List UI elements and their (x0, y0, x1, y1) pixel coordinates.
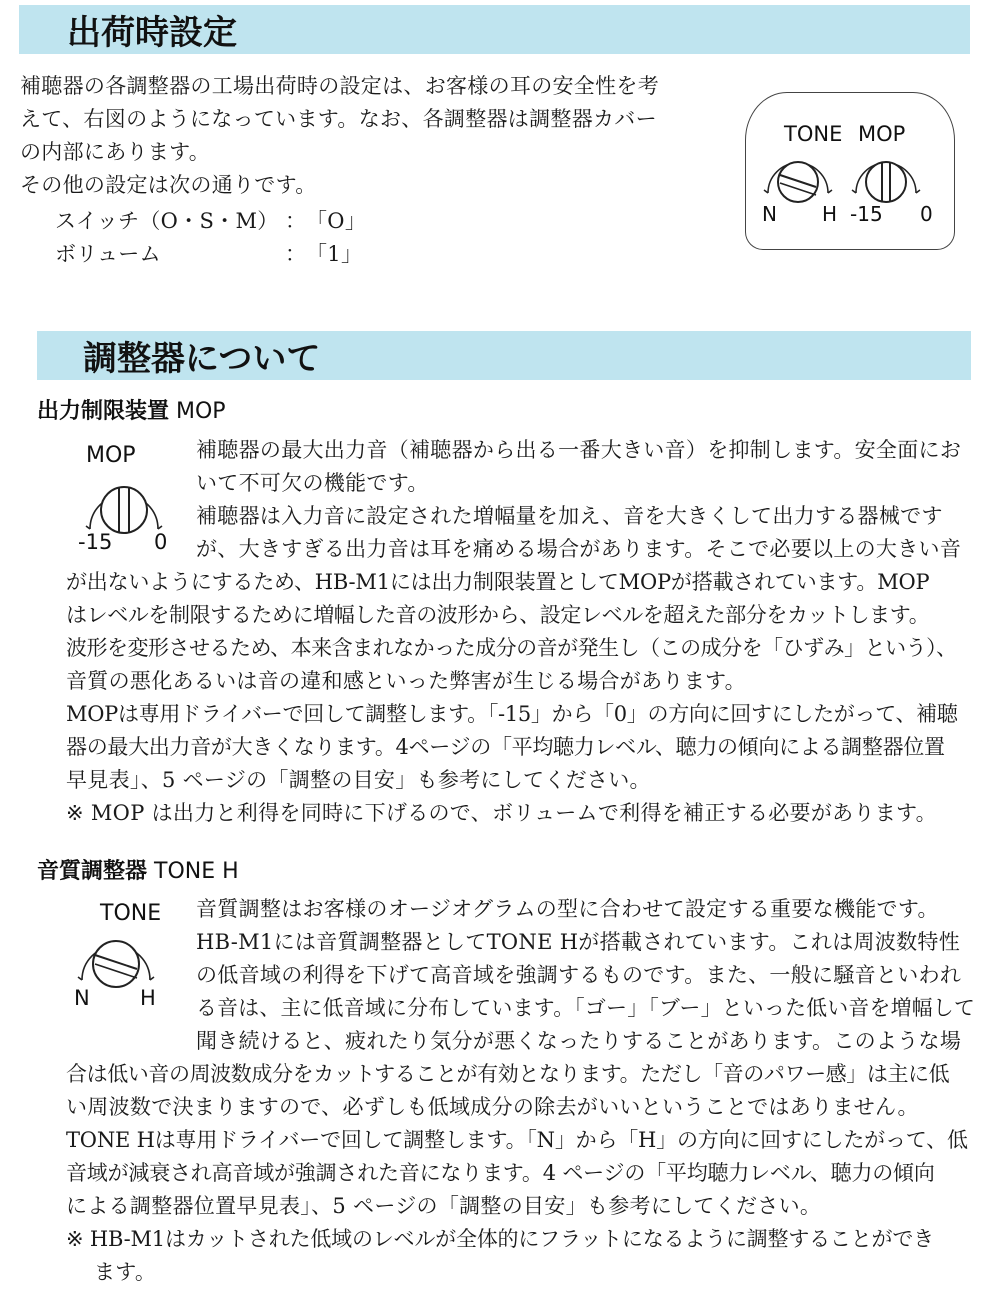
mop-knob-label: MOP (86, 443, 136, 468)
paragraph-line: 補聴器の各調整器の工場出荷時の設定は、お客様の耳の安全性を考 (20, 74, 659, 98)
mop-paragraph-line: MOPは専用ドライバーで回して調整します。「-15」から「0」の方向に回すにしたがって、補聴 (66, 702, 958, 726)
tone-paragraph-line: る音は、主に低音域に分布しています。「ゴー」「ブー」といった低い音を増幅して (196, 996, 976, 1020)
mop-paragraph-line: いて不可欠の機能です。 (196, 471, 429, 495)
tone-note: ※ HB-M1はカットされた低域のレベルが全体的にフラットになるように調整することができ (66, 1227, 934, 1251)
tone-paragraph-line: 合は低い音の周波数成分をカットすることが有効となります。ただし「音のパワー感」は主に低 (66, 1062, 950, 1086)
mop-paragraph-line: 音質の悪化あるいは音の違和感といった弊害が生じる場合があります。 (66, 669, 746, 693)
subheading-en: MOP (169, 399, 226, 424)
mop-knob-figure (72, 434, 184, 556)
tone-paragraph-line: 音質調整はお客様のオージオグラムの型に合わせて設定する重要な機能です。 (196, 897, 939, 921)
subheading-jp: 出力制限装置 (37, 399, 170, 424)
mop-note: ※ MOP は出力と利得を同時に下げるので、ボリュームで利得を補正する必要があります。 (66, 801, 937, 825)
paragraph-line: の内部にあります。 (20, 140, 211, 164)
subheading-en: TONE H (147, 859, 239, 884)
setting-separator: ： (285, 209, 307, 233)
figure-mop-label: MOP (858, 122, 906, 146)
mop-paragraph-line: が出ないようにするため、HB-M1には出力制限装置としてMOPが搭載されています。MOP (66, 570, 930, 594)
figure-tone-label: TONE (784, 122, 843, 146)
section-title: 出荷時設定 (67, 13, 237, 53)
mop-paragraph-line: はレベルを制限するために増幅した音の波形から、設定レベルを超えた部分をカットします。 (66, 603, 930, 627)
section-header-factory-settings (19, 5, 970, 54)
figure-tone-right: H (822, 202, 838, 226)
tone-knob-label: TONE (100, 901, 162, 926)
figure-tone-left: N (762, 202, 777, 226)
tone-paragraph-line: 聞き続けると、疲れたり気分が悪くなったりすることがあります。このような場 (196, 1029, 962, 1053)
paragraph-line: えて、右図のようになっています。なお、各調整器は調整器カバー (20, 107, 657, 131)
tone-knob-left: N (74, 986, 90, 1010)
tone-knob-icon (764, 162, 832, 202)
setting-label-switch: スイッチ（O・S・M） (55, 209, 279, 233)
tone-paragraph-line: い周波数で決まりますので、必ずしも低域成分の除去がいいということではありません。 (66, 1095, 919, 1119)
tone-paragraph-line: による調整器位置早見表」、5 ページの「調整の目安」も参考にしてください。 (66, 1194, 822, 1218)
section-title: 調整器について (83, 339, 321, 379)
mop-knob-icon (852, 162, 920, 202)
setting-separator: ： (285, 242, 307, 266)
subheading-mop (37, 397, 226, 427)
paragraph-line: その他の設定は次の通りです。 (20, 173, 317, 197)
tone-paragraph-line: TONE Hは専用ドライバーで回して調整します。「N」から「H」の方向に回すにしたがって、低 (66, 1128, 968, 1152)
mop-paragraph-line: 補聴器の最大出力音（補聴器から出る一番大きい音）を抑制します。安全面にお (196, 438, 962, 462)
setting-value-switch: 「O」 (306, 209, 367, 233)
subheading-tone (37, 857, 239, 887)
subheading-jp: 音質調整器 (37, 859, 148, 884)
mop-paragraph-line: 早見表」、5 ページの「調整の目安」も参考にしてください。 (66, 768, 651, 792)
tone-paragraph-line: の低音域の利得を下げて高音域を強調するものです。また、一般に騒音といわれ (196, 963, 962, 987)
tone-knob-right: H (140, 986, 156, 1010)
setting-value-volume: 「1」 (306, 242, 363, 266)
setting-label-volume: ボリューム (55, 242, 161, 266)
mop-paragraph-line: 器の最大出力音が大きくなります。4ページの「平均聴力レベル、聴力の傾向による調整器位置 (66, 735, 945, 759)
mop-paragraph-line: 補聴器は入力音に設定された増幅量を加え、音を大きくして出力する器械です (196, 504, 943, 528)
factory-knob-figure (745, 92, 955, 250)
mop-paragraph-line: が、大きすぎる出力音は耳を痛める場合があります。そこで必要以上の大きい音 (196, 537, 962, 561)
figure-mop-left: -15 (850, 202, 883, 226)
tone-paragraph-line: 音域が減衰され高音域が強調された音になります。4 ページの「平均聴力レベル、聴力の傾向 (66, 1161, 935, 1185)
tone-knob-figure (66, 892, 184, 1014)
mop-paragraph-line: 波形を変形させるため、本来含まれなかった成分の音が発生し（この成分を「ひずみ」という）、 (66, 636, 957, 660)
figure-mop-right: 0 (920, 202, 933, 226)
tone-note-continuation: ます。 (94, 1260, 157, 1284)
section-header-adjusters (37, 331, 971, 380)
mop-knob-left: -15 (78, 530, 113, 554)
mop-knob-right: 0 (154, 530, 168, 554)
tone-paragraph-line: HB-M1には音質調整器としてTONE Hが搭載されています。これは周波数特性 (196, 930, 961, 954)
